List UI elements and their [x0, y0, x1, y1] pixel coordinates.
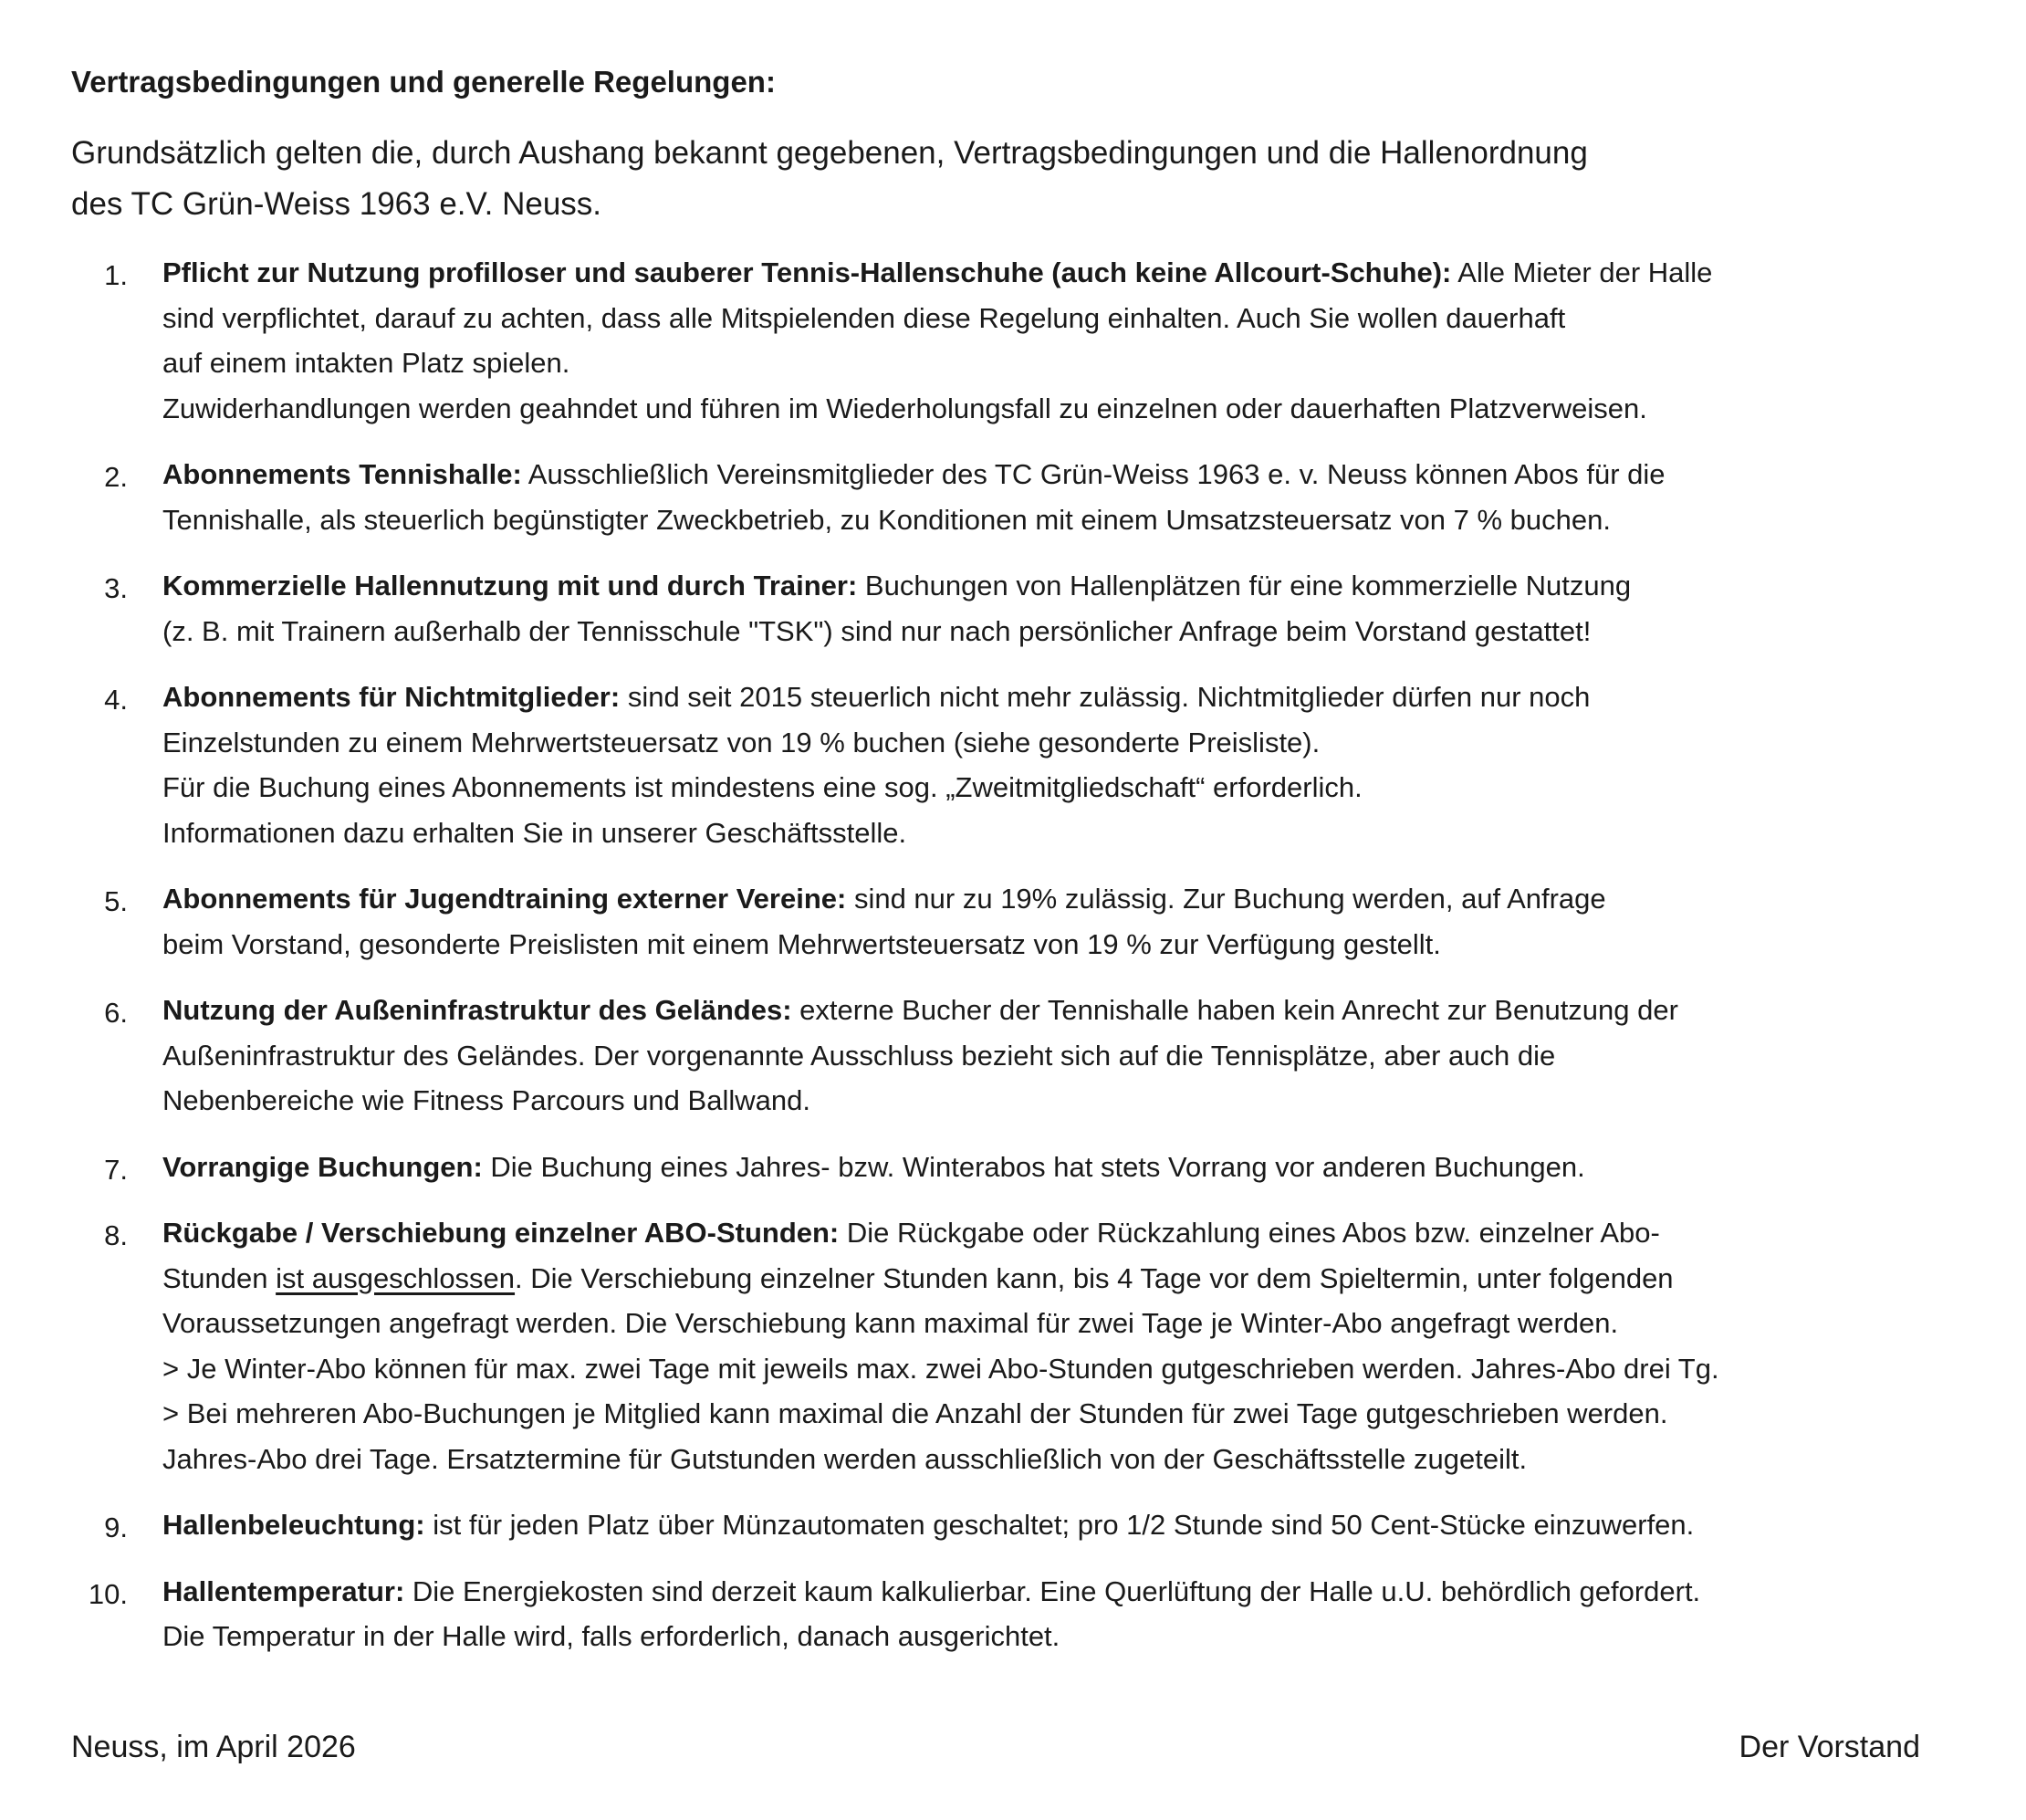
rule-item-5: [71, 876, 1962, 967]
rule-line: [162, 1210, 1962, 1256]
intro-paragraph: [71, 128, 1823, 230]
rule-line: beim Vorstand, gesonderte Preislisten mit einem Mehrwertsteuersatz von 19 % zur Verfügung gestellt.: [162, 927, 1441, 960]
rule-item-10: [71, 1569, 1962, 1659]
document-heading: Vertragsbedingungen und generelle Regelungen:: [71, 65, 776, 99]
rule-item-9: [71, 1502, 1962, 1548]
rule-text: Die Buchung eines Jahres- bzw. Winterabos hat stets Vorrang vor anderen Buchungen.: [482, 1150, 1585, 1183]
rule-line: Einzelstunden zu einem Mehrwertsteuersatz von 19 % buchen (siehe gesonderte Preisliste).: [162, 726, 1321, 758]
rule-line: Nebenbereiche wie Fitness Parcours und Ballwand.: [162, 1084, 810, 1116]
rule-line: (z. B. mit Trainern außerhalb der Tennisschule "TSK") sind nur nach persönlicher Anfrage beim Vorstand gestattet!: [162, 614, 1592, 647]
rule-text: sind nur zu 19% zulässig. Zur Buchung werden, auf Anfrage: [846, 883, 1606, 915]
rule-line: [162, 452, 1962, 497]
rule-line: [162, 1502, 1962, 1548]
rule-number: 6.: [104, 997, 128, 1029]
rule-text: Ausschließlich Vereinsmitglieder des TC Grün-Weiss 1963 e. v. Neuss können Abos für die: [521, 458, 1666, 490]
rule-line: [162, 1569, 1962, 1615]
rule-line: Tennishalle, als steuerlich begünstigter Zweckbetrieb, zu Konditionen mit einem Umsatzsteuersatz von 7 % buchen.: [162, 503, 1611, 536]
rule-number: 4.: [104, 684, 128, 716]
footer-place-date: Neuss, im April 2026: [71, 1730, 356, 1764]
rule-number: 1.: [104, 259, 128, 291]
rule-item-2: [71, 452, 1962, 542]
rule-text: Die Rückgabe oder Rückzahlung eines Abos bzw. einzelner Abo-: [839, 1217, 1660, 1249]
footer-signature: Der Vorstand: [1739, 1730, 1920, 1764]
rule-item-7: [71, 1145, 1962, 1190]
rule-line: Informationen dazu erhalten Sie in unserer Geschäftsstelle.: [162, 816, 907, 849]
rule-number: 10.: [88, 1577, 128, 1610]
rule-text: Die Energiekosten sind derzeit kaum kalkulierbar. Eine Querlüftung der Halle u.U. behördlich gefordert.: [404, 1574, 1701, 1607]
rule-item-8: [71, 1210, 1962, 1481]
rule-line: Zuwiderhandlungen werden geahndet und führen im Wiederholungsfall zu einzelnen oder dauerhaften Platzverweisen.: [162, 392, 1647, 424]
rule-line: Außeninfrastruktur des Geländes. Der vorgenannte Ausschluss bezieht sich auf die Tennisplätze, aber auch die: [162, 1039, 1556, 1072]
rule-line: [162, 250, 1962, 296]
rule-line: [162, 675, 1962, 720]
rule-line: [162, 1256, 1962, 1302]
rule-title: Abonnements für Jugendtraining externer Vereine:: [162, 883, 847, 915]
rule-text: Alle Mieter der Halle: [1451, 256, 1713, 288]
rule-item-1: [71, 250, 1962, 431]
rule-title: Vorrangige Buchungen:: [162, 1150, 483, 1183]
rule-number: 8.: [104, 1219, 128, 1251]
rule-number: 7.: [104, 1153, 128, 1186]
rule-line: [162, 876, 1962, 922]
rule-line: Die Temperatur in der Halle wird, falls erforderlich, danach ausgerichtet.: [162, 1620, 1060, 1652]
rule-line: auf einem intakten Platz spielen.: [162, 347, 570, 379]
rule-text: externe Bucher der Tennishalle haben kein Anrecht zur Benutzung der: [791, 994, 1678, 1026]
rule-text: sind seit 2015 steuerlich nicht mehr zulässig. Nichtmitglieder dürfen nur noch: [620, 681, 1591, 713]
intro-line: Grundsätzlich gelten die, durch Aushang bekannt gegebenen, Vertragsbedingungen und die Hallenordnung: [71, 135, 1588, 171]
rule-line: Jahres-Abo drei Tage. Ersatztermine für Gutstunden werden ausschließlich von der Geschäftsstelle zugeteilt.: [162, 1442, 1528, 1475]
rule-number: 2.: [104, 461, 128, 493]
rule-line: Für die Buchung eines Abonnements ist mindestens eine sog. „Zweitmitgliedschaft“ erforderlich.: [162, 771, 1363, 803]
rule-title: Abonnements für Nichtmitglieder:: [162, 681, 621, 713]
rule-line: Voraussetzungen angefragt werden. Die Verschiebung kann maximal für zwei Tage je Winter-Abo angefragt werden.: [162, 1307, 1619, 1339]
rule-line: [162, 563, 1962, 609]
rule-line: > Bei mehreren Abo-Buchungen je Mitglied kann maximal die Anzahl der Stunden für zwei Tage gutgeschrieben werden.: [162, 1397, 1668, 1429]
rule-text: ist für jeden Platz über Münzautomaten geschaltet; pro 1/2 Stunde sind 50 Cent-Stücke einzuwerfen.: [424, 1509, 1695, 1541]
rule-title: Hallenbeleuchtung:: [162, 1509, 425, 1541]
rule-text: Stunden: [162, 1261, 277, 1294]
rule-item-3: [71, 563, 1962, 654]
rule-title: Rückgabe / Verschiebung einzelner ABO-Stunden:: [162, 1217, 840, 1249]
underlined-text: ist ausgeschlossen: [276, 1261, 516, 1294]
intro-line: des TC Grün-Weiss 1963 e.V. Neuss.: [71, 186, 602, 222]
rule-item-4: [71, 675, 1962, 855]
rule-text: . Die Verschiebung einzelner Stunden kann, bis 4 Tage vor dem Spieltermin, unter folgenden: [515, 1261, 1674, 1294]
rule-line: > Je Winter-Abo können für max. zwei Tage mit jeweils max. zwei Abo-Stunden gutgeschrieben werden. Jahres-Abo drei Tg.: [162, 1352, 1719, 1385]
rule-title: Abonnements Tennishalle:: [162, 458, 522, 490]
rules-list: [71, 250, 1962, 1659]
rule-number: 3.: [104, 572, 128, 604]
rule-line: [162, 1145, 1962, 1190]
rule-text: Buchungen von Hallenplätzen für eine kommerzielle Nutzung: [857, 570, 1632, 601]
rule-title: Kommerzielle Hallennutzung mit und durch Trainer:: [162, 570, 858, 601]
rule-title: Hallentemperatur:: [162, 1574, 405, 1607]
rule-number: 5.: [104, 885, 128, 917]
rule-title: Pflicht zur Nutzung profilloser und sauberer Tennis-Hallenschuhe (auch keine Allcourt-Schuhe):: [162, 256, 1452, 288]
rule-title: Nutzung der Außeninfrastruktur des Geländes:: [162, 994, 792, 1026]
rule-item-6: [71, 988, 1962, 1124]
rule-line: sind verpflichtet, darauf zu achten, dass alle Mitspielenden diese Regelung einhalten. Auch Sie wollen dauerhaft: [162, 301, 1566, 334]
rule-line: [162, 988, 1962, 1033]
rule-number: 9.: [104, 1511, 128, 1543]
